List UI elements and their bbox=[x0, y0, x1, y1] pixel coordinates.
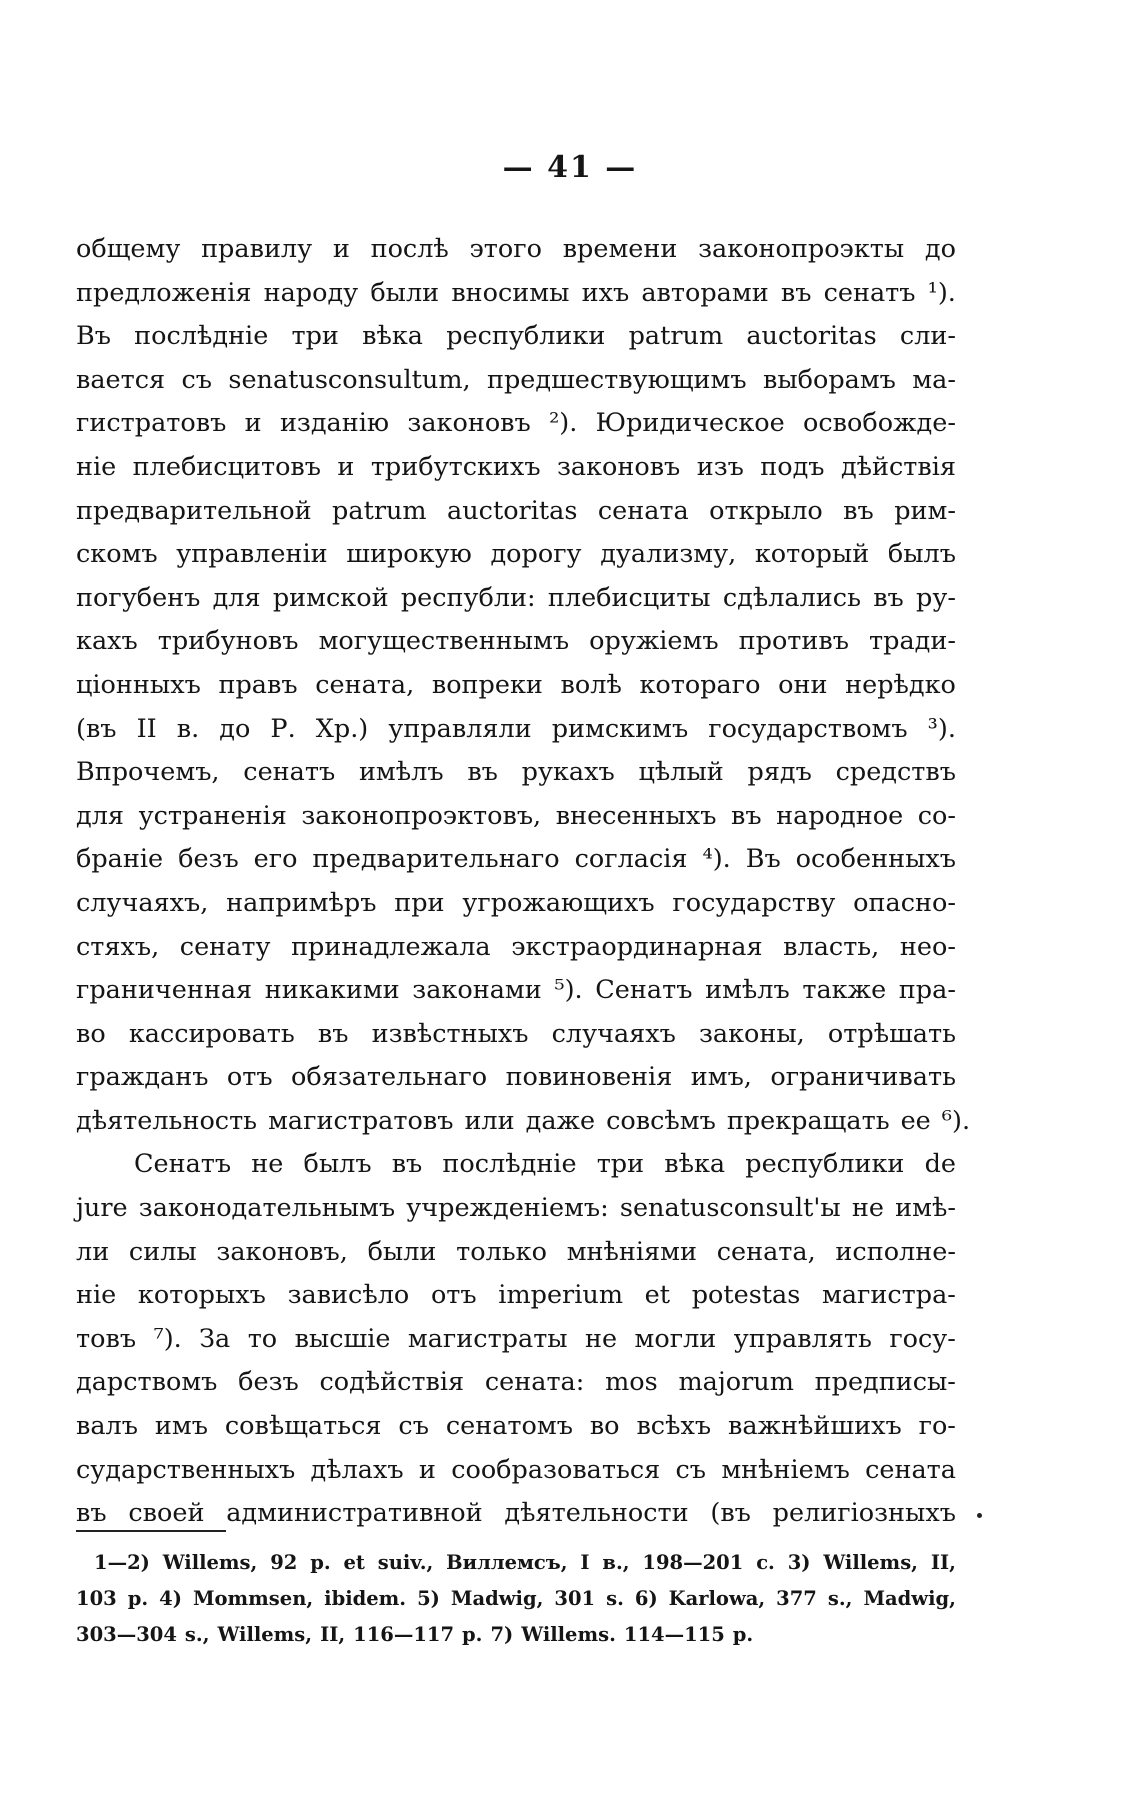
text-line: гистратовъ и изданію законовъ ²). Юридическое освобожде- bbox=[76, 408, 956, 439]
text-line: Въ послѣдніе три вѣка республики patrum auctoritas сли- bbox=[76, 321, 956, 352]
text-line: Сенатъ не былъ въ послѣдніе три вѣка республики de bbox=[134, 1149, 956, 1180]
text-line: ніе которыхъ зависѣло отъ imperium et potestas магистра- bbox=[76, 1280, 956, 1311]
text-line: ніе плебисцитовъ и трибутскихъ законовъ изъ подъ дѣйствія bbox=[76, 451, 956, 482]
text-line: ли силы законовъ, были только мнѣніями сената, исполне- bbox=[76, 1236, 956, 1267]
text-line: валъ имъ совѣщаться съ сенатомъ во всѣхъ важнѣйшихъ го- bbox=[76, 1411, 956, 1442]
text-line: скомъ управленіи широкую дорогу дуализму, который былъ bbox=[76, 539, 956, 570]
text-line: общему правилу и послѣ этого времени законопроэкты до bbox=[76, 234, 956, 264]
text-line: сударственныхъ дѣлахъ и сообразоваться съ мнѣніемъ сената bbox=[76, 1454, 956, 1485]
text-line: во кассировать въ извѣстныхъ случаяхъ законы, отрѣшать bbox=[76, 1018, 956, 1049]
text-line: ціонныхъ правъ сената, вопреки волѣ котораго они нерѣдко bbox=[76, 669, 956, 700]
text-line: гражданъ отъ обязательнаго повиновенія имъ, ограничивать bbox=[76, 1062, 956, 1093]
text-line: дарствомъ безъ содѣйствія сената: mos majorum предписы- bbox=[76, 1367, 956, 1398]
text-line: для устраненія законопроэктовъ, внесенныхъ въ народное со- bbox=[76, 800, 956, 831]
text-line: стяхъ, сенату принадлежала экстраординарная власть, нео- bbox=[76, 931, 956, 962]
footnote-separator bbox=[76, 1530, 226, 1532]
text-line: (въ II в. до Р. Хр.) управляли римскимъ государствомъ ³). bbox=[76, 713, 956, 744]
body-text bbox=[76, 228, 971, 1536]
text-line: кахъ трибуновъ могущественнымъ оружіемъ противъ тради- bbox=[76, 626, 956, 657]
text-line: погубенъ для римской республи: плебисциты сдѣлались въ ру- bbox=[76, 582, 956, 613]
text-line: дѣятельность магистратовъ или даже совсѣмъ прекращать ее ⁶). bbox=[76, 1105, 971, 1136]
text-line: товъ ⁷). За то высшіе магистраты не могли управлять госу- bbox=[76, 1323, 956, 1354]
text-line: случаяхъ, напримѣръ при угрожающихъ государству опасно- bbox=[76, 887, 956, 918]
print-speck bbox=[977, 1513, 982, 1518]
footnote-line: 303—304 s., Willems, II, 116—117 p. 7) Willems. 114—115 p. bbox=[76, 1623, 754, 1646]
text-line: предварительной patrum auctoritas сената открыло въ рим- bbox=[76, 495, 956, 526]
footnote-line: 103 p. 4) Mommsen, ibidem. 5) Madwig, 301 s. 6) Karlowa, 377 s., Madwig, bbox=[76, 1587, 956, 1610]
text-line: вается съ senatusconsultum, предшествующимъ выборамъ ма- bbox=[76, 364, 956, 395]
text-line: браніе безъ его предварительнаго согласія ⁴). Въ особенныхъ bbox=[76, 844, 956, 875]
footnote-line: 1—2) Willems, 92 p. et suiv., Виллемсъ, I в., 198—201 с. 3) Willems, II, bbox=[94, 1551, 956, 1574]
text-line: предложенія народу были вносимы ихъ авторами въ сенатъ ¹). bbox=[76, 277, 956, 308]
text-line: Впрочемъ, сенатъ имѣлъ въ рукахъ цѣлый рядъ средствъ bbox=[76, 757, 956, 788]
page-number: — 41 — bbox=[502, 150, 638, 185]
footnotes bbox=[76, 1545, 956, 1653]
text-line: граниченная никакими законами ⁵). Сенатъ имѣлъ также пра- bbox=[76, 975, 956, 1006]
text-line: jure законодательнымъ учрежденіемъ: senatusconsult'ы не имѣ- bbox=[76, 1193, 956, 1224]
text-line: въ своей административной дѣятельности (въ религіозныхъ bbox=[76, 1498, 956, 1529]
